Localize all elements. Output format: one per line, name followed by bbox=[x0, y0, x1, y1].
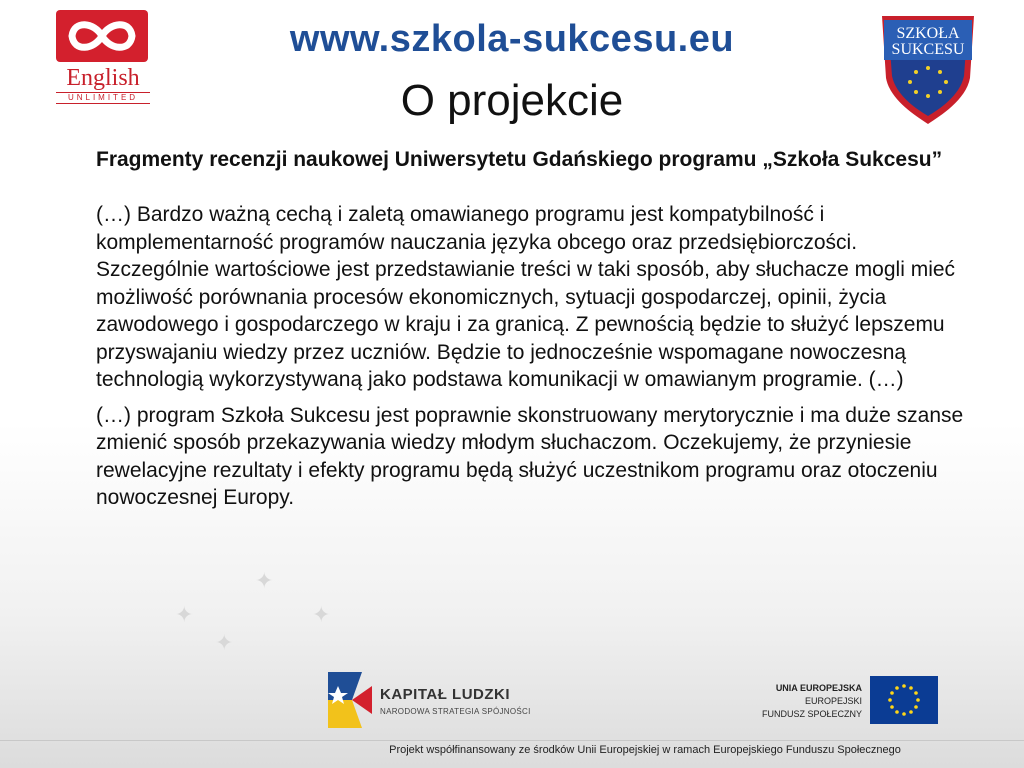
eu-stars-icon bbox=[870, 676, 938, 724]
eu-flag-icon bbox=[870, 676, 938, 724]
badge-label bbox=[878, 26, 978, 58]
eu-line-1: UNIA EUROPEJSKA bbox=[775, 683, 862, 693]
background-star-icon: ✦ bbox=[255, 568, 274, 593]
background-star-icon: ✦ bbox=[175, 602, 194, 627]
review-paragraph-1: (…) Bardzo ważną cechą i zaletą omawianego programu jest kompatybilność i komplementarność programów nauczania języka obcego oraz przedsiębiorczości. Szczególnie wartościowe jest przedstawianie treści w taki sposób, aby słuchacze mogli mieć możliwość porównania procesów ekonomicznych, sytuacji gospodarczej, opinii, życia zawodowego i gospodarczego w kraju i za granicą. Z pewnością będzie to służyć lepszemu przyswajaniu wiedzy przez uczniów. Będzie to jednocześnie wspomagane nowoczesną technologią wykorzystywaną jako podstawa komunikacji w omawianym programie. (…) bbox=[96, 203, 956, 391]
unlimited-logo-text: UNLIMITED bbox=[56, 92, 150, 104]
slide-content bbox=[96, 146, 976, 520]
footer-cofinancing-note: Projekt współfinansowany ze środków Unii Europejskiej w ramach Europejskiego Funduszu Społecznego bbox=[389, 744, 901, 756]
background-star-icon: ✦ bbox=[312, 602, 331, 627]
eu-line-2: EUROPEJSKI bbox=[804, 696, 862, 706]
english-logo-text: English bbox=[66, 65, 140, 91]
eu-fund-label bbox=[762, 682, 862, 721]
eu-line-3: FUNDUSZ SPOŁECZNY bbox=[761, 709, 862, 719]
kapital-ludzki-icon bbox=[322, 668, 374, 732]
badge-line-2: SUKCESU bbox=[891, 41, 965, 58]
kapital-ludzki-title: KAPITAŁ LUDZKI bbox=[380, 686, 511, 703]
site-url: www.szkola-sukcesu.eu bbox=[289, 18, 735, 60]
footer-divider bbox=[0, 740, 1024, 741]
slide-title: O projekcie bbox=[400, 76, 624, 125]
kapital-ludzki-logo bbox=[322, 668, 374, 732]
kapital-ludzki-subtitle: NARODOWA STRATEGIA SPÓJNOŚCI bbox=[380, 707, 531, 716]
review-heading: Fragmenty recenzji naukowej Uniwersytetu Gdańskiego programu „Szkoła Sukcesu” bbox=[96, 148, 943, 171]
szkola-sukcesu-badge bbox=[878, 8, 978, 128]
badge-line-1: SZKOŁA bbox=[896, 25, 960, 42]
background-star-icon: ✦ bbox=[215, 630, 234, 655]
review-paragraph-2: (…) program Szkoła Sukcesu jest poprawnie skonstruowany merytorycznie i ma duże szanse zmienić sposób przekazywania wiedzy młodym słuchaczom. Oczekujemy, że przyniesie rewelacyjne rezultaty i efekty programu będą służyć uczestnikom programu oraz otoczeniu nowoczesnej Europy. bbox=[96, 403, 964, 509]
